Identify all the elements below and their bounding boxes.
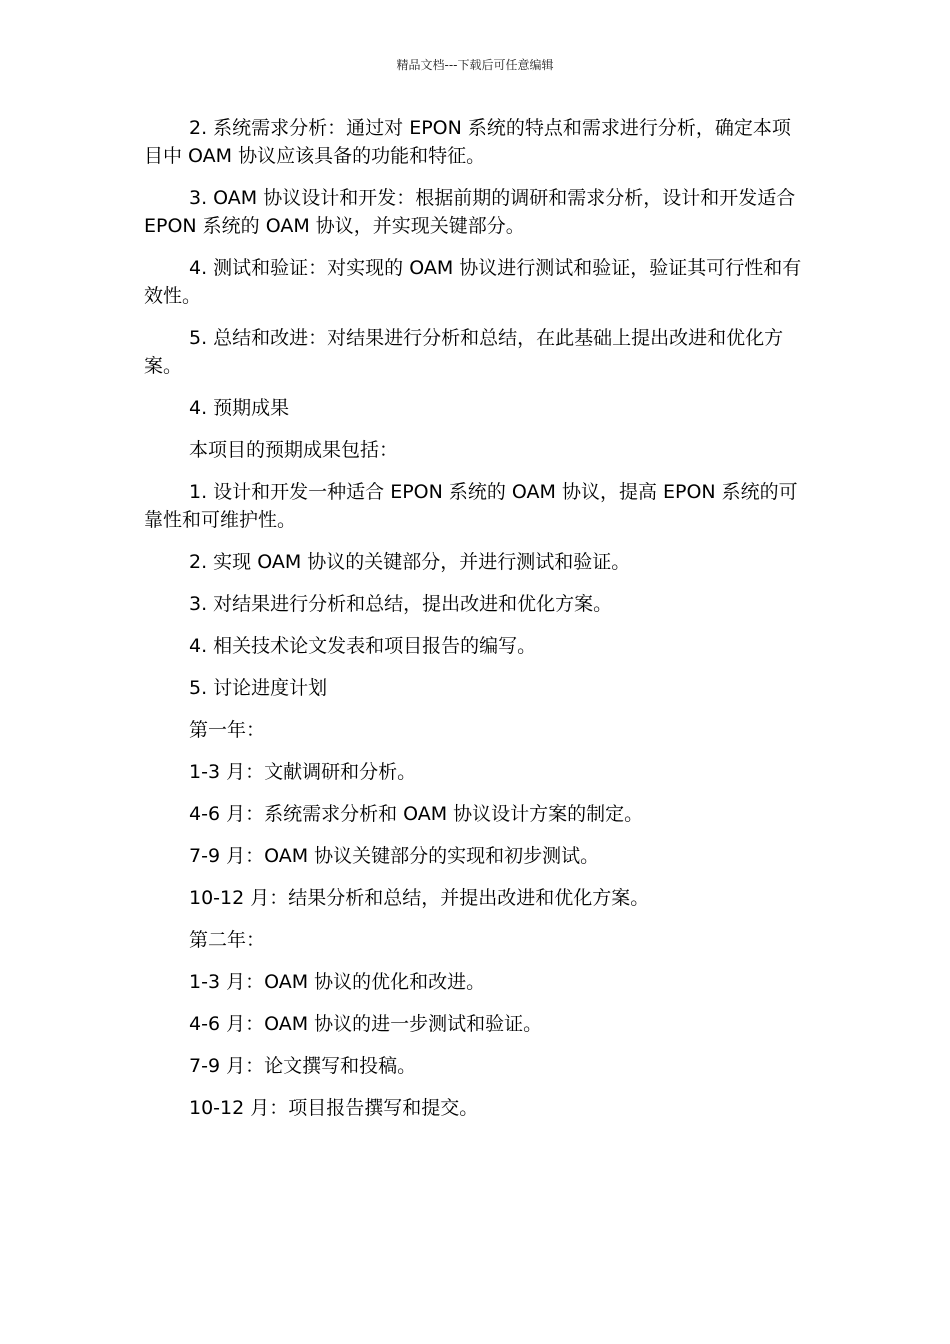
schedule-y2-item-1: 1-3 月：OAM 协议的优化和改进。 [189,971,486,993]
schedule-y2-item-3: 7-9 月：论文撰写和投稿。 [189,1055,417,1077]
result-item-3: 3. 对结果进行分析和总结，提出改进和优化方案。 [189,593,613,615]
paragraph-requirements-analysis: 2. 系统需求分析：通过对 EPON 系统的特点和需求进行分析，确定本项目中 OAM 协议应该具备的功能和特征。 [144,117,791,167]
schedule-y2-item-4: 10-12 月：项目报告撰写和提交。 [189,1097,479,1119]
schedule-year-2-heading: 第二年： [189,929,266,951]
schedule-y1-item-1: 1-3 月：文献调研和分析。 [189,761,417,783]
paragraph-testing: 4. 测试和验证：对实现的 OAM 协议进行测试和验证，验证其可行性和有效性。 [144,257,802,307]
schedule-y1-item-3: 7-9 月：OAM 协议关键部分的实现和初步测试。 [189,845,600,867]
schedule-year-1-heading: 第一年： [189,719,266,741]
paragraph-protocol-design: 3. OAM 协议设计和开发：根据前期的调研和需求分析，设计和开发适合 EPON 系统的 OAM 协议，并实现关键部分。 [144,187,796,237]
section-heading-schedule: 5. 讨论进度计划 [189,677,328,699]
schedule-y1-item-2: 4-6 月：系统需求分析和 OAM 协议设计方案的制定。 [189,803,644,825]
result-item-1: 1. 设计和开发一种适合 EPON 系统的 OAM 协议，提高 EPON 系统的可靠性和可维护性。 [144,481,798,531]
result-item-2: 2. 实现 OAM 协议的关键部分，并进行测试和验证。 [189,551,631,573]
result-item-4: 4. 相关技术论文发表和项目报告的编写。 [189,635,537,657]
page-header: 精品文档---下载后可任意编辑 [396,58,554,72]
schedule-y2-item-2: 4-6 月：OAM 协议的进一步测试和验证。 [189,1013,543,1035]
paragraph-results-intro: 本项目的预期成果包括： [189,439,399,461]
schedule-y1-item-4: 10-12 月：结果分析和总结，并提出改进和优化方案。 [189,887,650,909]
paragraph-summary: 5. 总结和改进：对结果进行分析和总结，在此基础上提出改进和优化方案。 [144,327,784,377]
section-heading-expected-results: 4. 预期成果 [189,397,290,419]
document-body [144,114,804,1136]
